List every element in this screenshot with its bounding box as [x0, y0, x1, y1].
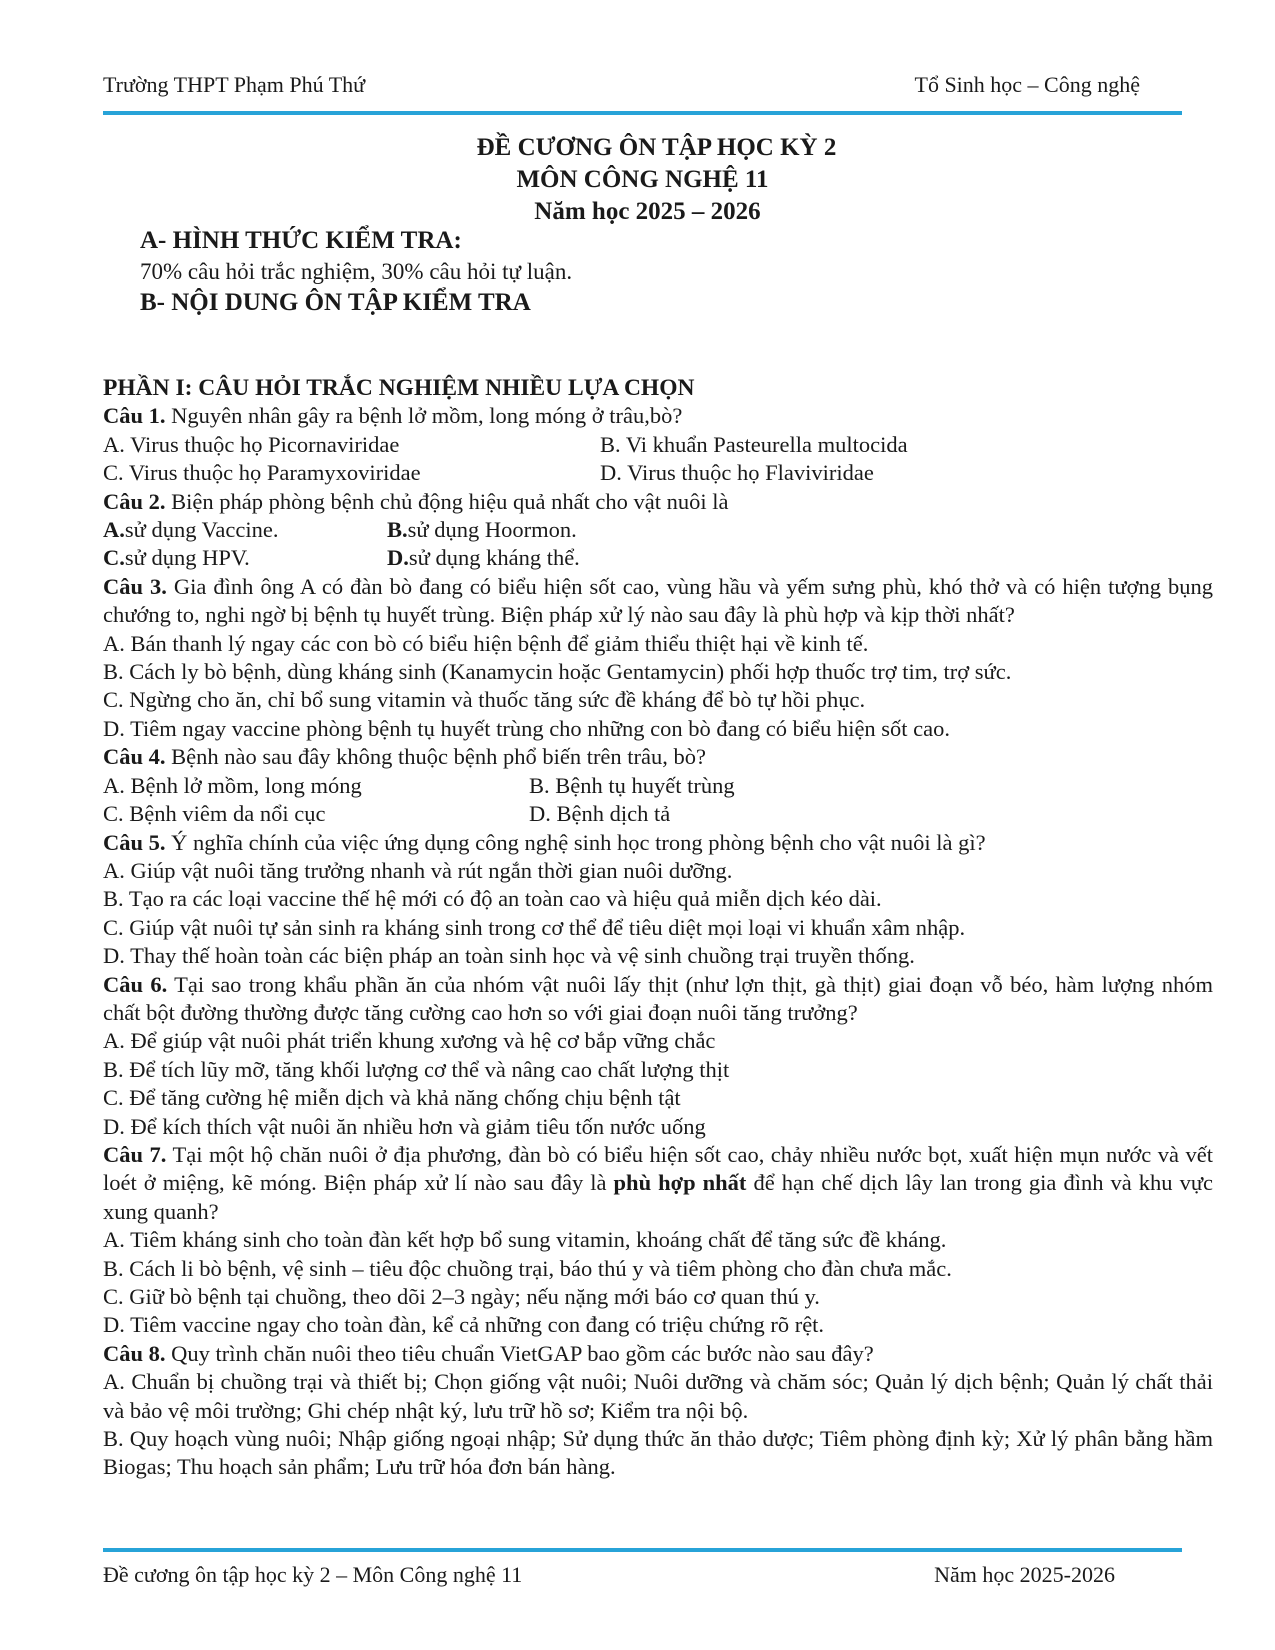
footer-divider [103, 1548, 1182, 1552]
option-row [103, 459, 1213, 487]
section-a-text: 70% câu hỏi trắc nghiệm, 30% câu hỏi tự luận. [140, 259, 573, 284]
title-line-3: Năm học 2025 – 2026 [534, 198, 761, 225]
option-a: A. Chuẩn bị chuồng trại và thiết bị; Chọn giống vật nuôi; Nuôi dưỡng và chăm sóc; Quản lý dịch bệnh; Quản lý chất thải và bảo vệ môi trường; Ghi chép nhật ký, lưu trữ hồ sơ; Kiểm tra nội bộ. [103, 1369, 1213, 1423]
question-label: Câu 5. [103, 829, 166, 855]
question-label: Câu 4. [103, 744, 166, 770]
option-d-key: D. [387, 545, 409, 571]
option-a-key: A. [103, 517, 125, 543]
header-department: Tổ Sinh học – Công nghệ [914, 72, 1140, 97]
question-text: Tại sao trong khẩu phần ăn của nhóm vật nuôi lấy thịt (như lợn thịt, gà thịt) giai đoạn vỗ béo, hàm lượng nhóm chất bột đường thường được tăng cường cao hơn so với giai đoạn nuôi tăng trưởng? [103, 971, 1213, 1025]
option-d: D. Tiêm vaccine ngay cho toàn đàn, kể cả những con đang có triệu chứng rõ rệt. [103, 1312, 825, 1338]
option-d: D. Tiêm ngay vaccine phòng bệnh tụ huyết trùng cho những con bò đang có biểu hiện sốt cao. [103, 715, 951, 741]
header-school: Trường THPT Phạm Phú Thứ [103, 72, 366, 97]
option-c: C. Bệnh viêm da nổi cục [103, 801, 326, 827]
question-label: Câu 7. [103, 1141, 167, 1167]
section-a-heading: A- HÌNH THỨC KIỂM TRA: [140, 227, 462, 254]
question-text: Bệnh nào sau đây không thuộc bệnh phổ biến trên trâu, bò? [165, 744, 707, 770]
option-c: C. Ngừng cho ăn, chỉ bổ sung vitamin và thuốc tăng sức đề kháng để bò tự hồi phục. [103, 687, 866, 713]
question-label: Câu 6. [103, 971, 168, 997]
question-label: Câu 8. [103, 1340, 166, 1366]
option-a: A. Giúp vật nuôi tăng trưởng nhanh và rút ngắn thời gian nuôi dưỡng. [103, 857, 733, 883]
option-b-key: B. [387, 517, 408, 543]
question-text: Nguyên nhân gây ra bệnh lở mồm, long móng ở trâu,bò? [165, 403, 683, 429]
option-row [103, 544, 1213, 572]
title-line-1: ĐỀ CƯƠNG ÔN TẬP HỌC KỲ 2 [476, 134, 837, 161]
option-b: B. Cách li bò bệnh, vệ sinh – tiêu độc chuồng trại, báo thú y và tiêm phòng cho đàn chưa mắc. [103, 1255, 952, 1281]
question-text-end: để hạn chế dịch lây lan trong gia đình và khu vực xung quanh? [103, 1170, 1214, 1224]
option-c: C. Giúp vật nuôi tự sản sinh ra kháng sinh trong cơ thể để tiêu diệt mọi loại vi khuẩn xâm nhập. [103, 914, 966, 940]
option-c: C. Để tăng cường hệ miễn dịch và khả năng chống chịu bệnh tật [103, 1085, 681, 1111]
option-b: B. Để tích lũy mỡ, tăng khối lượng cơ thể và nâng cao chất lượng thịt [103, 1056, 730, 1082]
question-5 [103, 829, 1213, 857]
option-c: C. Virus thuộc họ Paramyxoviridae [103, 460, 421, 486]
option-a: sử dụng Vaccine. [124, 517, 279, 543]
option-a: A. Bán thanh lý ngay các con bò có biểu hiện bệnh để giảm thiểu thiệt hại về kinh tế. [103, 630, 869, 656]
question-text: Ý nghĩa chính của việc ứng dụng công nghệ sinh học trong phòng bệnh cho vật nuôi là gì? [165, 829, 986, 855]
question-1 [103, 402, 1213, 430]
question-7 [103, 1141, 1213, 1226]
option-b: B. Tạo ra các loại vaccine thế hệ mới có độ an toàn cao và hiệu quả miễn dịch kéo dài. [103, 886, 882, 912]
option-a: A. Để giúp vật nuôi phát triển khung xương và hệ cơ bắp vững chắc [103, 1028, 716, 1054]
question-text: Biện pháp phòng bệnh chủ động hiệu quả nhất cho vật nuôi là [165, 488, 729, 514]
part1-heading: PHẦN I: CÂU HỎI TRẮC NGHIỆM NHIỀU LỰA CHỌN [103, 375, 695, 401]
question-label: Câu 3. [103, 573, 167, 599]
option-row [103, 772, 1213, 800]
header-divider [103, 111, 1182, 115]
document-title [0, 132, 1275, 228]
option-a: A. Tiêm kháng sinh cho toàn đàn kết hợp bổ sung vitamin, khoáng chất để tăng sức đề kháng. [103, 1227, 947, 1253]
title-line-2: MÔN CÔNG NGHỆ 11 [516, 166, 769, 193]
option-a: A. Virus thuộc họ Picornaviridae [103, 431, 400, 457]
option-a: A. Bệnh lở mồm, long móng [103, 772, 362, 798]
option-b: B. Quy hoạch vùng nuôi; Nhập giống ngoại nhập; Sử dụng thức ăn thảo dược; Tiêm phòng định kỳ; Xử lý phân bằng hầm Biogas; Thu hoạch sản phẩm; Lưu trữ hóa đơn bán hàng. [103, 1426, 1213, 1480]
option-b: B. Bệnh tụ huyết trùng [529, 772, 735, 798]
question-8 [103, 1340, 1213, 1368]
option-c: C. Giữ bò bệnh tại chuồng, theo dõi 2–3 ngày; nếu nặng mới báo cơ quan thú y. [103, 1284, 820, 1309]
question-label: Câu 2. [103, 488, 166, 514]
option-b: B. Cách ly bò bệnh, dùng kháng sinh (Kanamycin hoặc Gentamycin) phối hợp thuốc trợ tim, trợ sức. [103, 659, 1012, 685]
footer-right: Năm học 2025-2026 [934, 1562, 1115, 1587]
question-list [103, 374, 1213, 1482]
question-3 [103, 573, 1213, 630]
question-label: Câu 1. [103, 403, 166, 429]
option-d: D. Bệnh dịch tả [529, 801, 671, 827]
question-2 [103, 488, 1213, 516]
option-d: D. Virus thuộc họ Flaviviridae [600, 460, 874, 486]
option-b: sử dụng Hoormon. [407, 517, 577, 543]
question-emphasis: phù hợp nhất [613, 1170, 747, 1196]
question-6 [103, 971, 1213, 1028]
option-c: sử dụng HPV. [124, 545, 250, 571]
option-row [103, 516, 1213, 544]
option-c-key: C. [103, 545, 125, 571]
option-row [103, 800, 1213, 828]
option-b: B. Vi khuẩn Pasteurella multocida [600, 431, 908, 457]
option-d: sử dụng kháng thể. [408, 545, 580, 571]
question-text: Tại một hộ chăn nuôi ở địa phương, đàn bò có biểu hiện sốt cao, chảy nhiều nước bọt, xuất hiện mụn nước và vết loét ở miệng, kẽ móng. Biện pháp xử lí nào sau đây là [103, 1141, 1213, 1196]
option-d: D. Thay thế hoàn toàn các biện pháp an toàn sinh học và vệ sinh chuồng trại truyền thống. [103, 943, 915, 969]
question-4 [103, 743, 1213, 771]
option-row [103, 431, 1213, 459]
option-d: D. Để kích thích vật nuôi ăn nhiều hơn và giảm tiêu tốn nước uống [103, 1113, 706, 1139]
question-text: Quy trình chăn nuôi theo tiêu chuẩn VietGAP bao gồm các bước nào sau đây? [165, 1340, 874, 1366]
question-text: Gia đình ông A có đàn bò đang có biểu hiện sốt cao, vùng hầu và yếm sưng phù, khó thở và có hiện tượng bụng chướng to, nghi ngờ bị bệnh tụ huyết trùng. Biện pháp xử lý nào sau đây là phù hợp và kịp thời nhất? [103, 573, 1213, 628]
section-a [140, 225, 572, 318]
footer-left: Đề cương ôn tập học kỳ 2 – Môn Công nghệ 11 [103, 1562, 523, 1587]
section-b-heading: B- NỘI DUNG ÔN TẬP KIỂM TRA [140, 289, 531, 316]
